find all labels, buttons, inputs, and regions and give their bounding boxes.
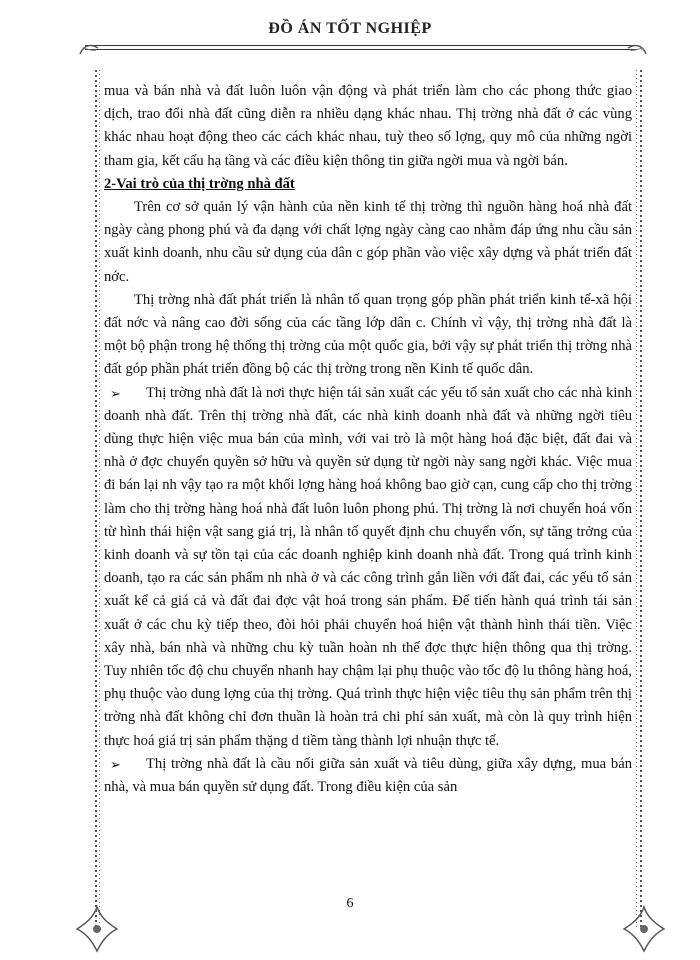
bullet-text: Thị trờng nhà đất là nơi thực hiện tái sản xuất các yếu tố sản xuất cho các nhà kinh doanh nhà đất. Trên thị trờng nhà đất, các nhà kinh doanh nhà đất và những ngời tiêu dùng thực hiện việc mua bán của mình, với vai trò là một hàng hoá đặc biệt, đất đai và nhà ở đợc chuyển quyền sở hữu và quyền sử dụng từ ngời này sang ngời khác. Việc mua đi bán lại nh vậy tạo ra một khối lợng hàng hoá không bao giờ cạn, cung cấp cho thị trờng làm cho thị trờng hàng hoá nhà đất luôn luôn phong phú. Thị trờng là nơi chuyển hoá vốn từ hình thái hiện vật sang giá trị, là nhân tố quyết định chu chuyển vốn, sự tăng trởng của kinh doanh và sự tồn tại của các doanh nghiệp kinh doanh nhà đất. Trong quá trình kinh doanh, tạo ra các sản phẩm nh nhà ở và các công trình gắn liền với đất đai, các yếu tố sản xuất kể cả giá cả và đất đai đợc vật hoá trong sản phẩm. Để tiến hành quá trình tái sản xuất ở các chu kỳ tiếp theo, đòi hỏi phải chuyển hoá hiện vật thành hình thái tiền. Việc xây nhà, bán nhà và những chu kỳ tuần hoàn nh thế đợc thực hiện thông qua thị trờng. Tuy nhiên tốc độ chu chuyển nhanh hay chậm lại phụ thuộc vào tốc độ lu thông hàng hoá, phụ thuộc vào dung lợng của thị trờng. Quá trình thực hiện việc tiêu thụ sản phẩm trên thị trờng nhà đất không chỉ đơn thuần là hoàn trả chi phí sản xuất, mà còn là quy trình hiện thực hoá giá trị sản phẩm thặng d tiềm tàng thành lợi nhuận thực tế. <box>104 384 632 749</box>
corner-ornament-icon <box>620 905 668 953</box>
header-ornament-icon <box>78 40 100 56</box>
header-ornament-icon <box>626 40 648 56</box>
bullet-paragraph <box>104 382 632 753</box>
bullet-arrow-icon: ➢ <box>110 756 121 772</box>
header-rule <box>85 45 637 46</box>
page-number: 6 <box>346 896 354 911</box>
bullet-arrow-icon: ➢ <box>110 385 121 401</box>
paragraph: Thị trờng nhà đất phát triển là nhân tố quan trọng góp phần phát triển kinh tế-xã hội đất nớc và nâng cao đời sống của các tầng lớp dân c. Chính vì vậy, thị trờng nhà đất là một bộ phận trong hệ thống thị trờng của một quốc gia, bởi vậy sự phát triển thị trờng nhà đất góp phần phát triển đồng bộ các thị trờng trong nền Kinh tế quốc dân. <box>104 291 632 378</box>
bullet-paragraph <box>104 753 632 799</box>
page-header-title: ĐỒ ÁN TỐT NGHIỆP <box>268 20 432 37</box>
bullet-text: Thị trờng nhà đất là cầu nối giữa sản xuất và tiêu dùng, giữa xây dựng, mua bán nhà, và mua bán quyền sử dụng đất. Trong điều kiện của sản <box>104 755 632 796</box>
paragraph: mua và bán nhà và đất luôn luôn vận động và phát triển làm cho các phong thức giao dịch, trao đổi nhà đất cũng diễn ra nhiều dạng khác nhau. Thị trờng nhà đất ở các vùng khác nhau hoạt động theo các cách khác nhau, tuỳ theo số lợng, quy mô của những ngời tham gia, kết cấu hạ tầng và các điều kiện thông tin giữa ngời mua và ngời bán. <box>104 83 632 169</box>
corner-ornament-icon <box>73 905 121 953</box>
body-text <box>104 80 632 799</box>
left-border <box>95 70 97 930</box>
header-rule <box>85 49 637 50</box>
paragraph: Trên cơ sở quản lý vận hành của nền kinh tế thị trờng thì nguồn hàng hoá nhà đất ngày càng phong phú và đa dạng với chất lợng ngày càng cao nhằm đáp ứng nhu cầu sản xuất kinh doanh, nhu cầu sử dụng của dân c góp phần vào việc xây dựng và phát triển đất nớc. <box>104 199 632 285</box>
section-heading: 2-Vai trò của thị trờng nhà đất <box>104 175 295 192</box>
right-border <box>640 70 642 930</box>
